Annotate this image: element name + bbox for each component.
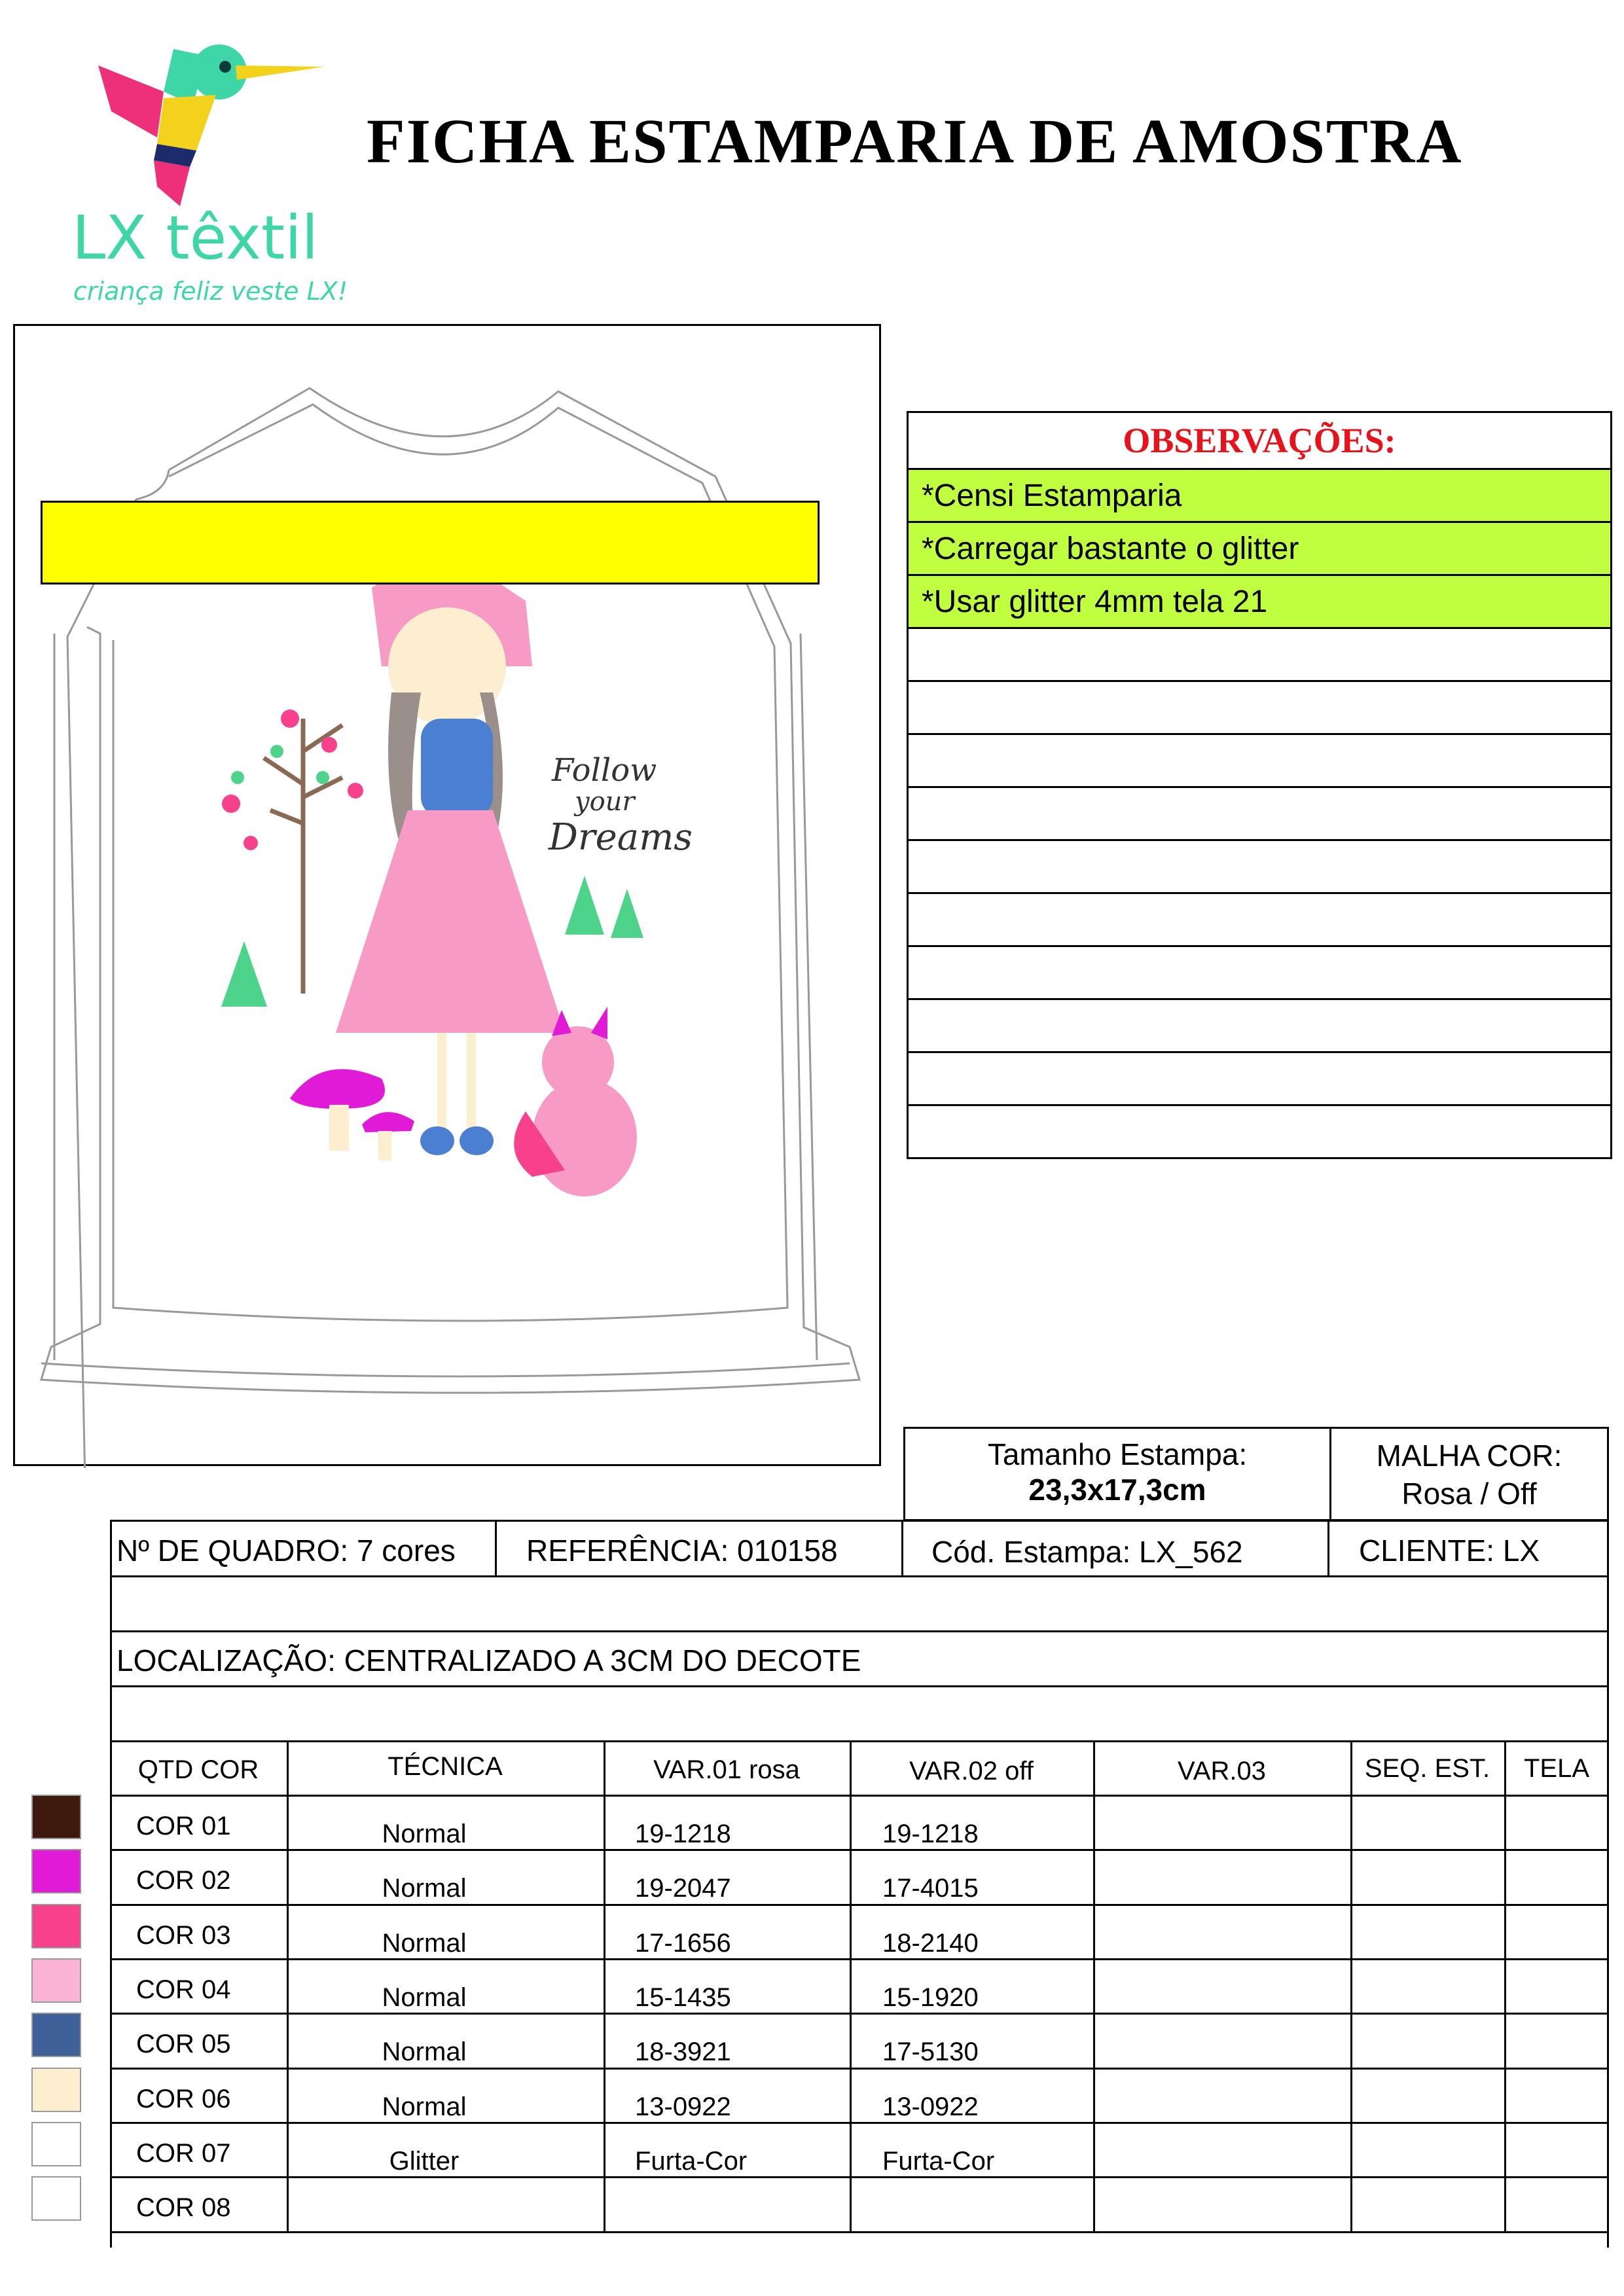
color-swatch xyxy=(31,1795,81,1839)
observacao-empty-row xyxy=(908,946,1612,999)
row-tecnica: Glitter xyxy=(389,2147,460,2176)
garment-drawing-frame xyxy=(13,324,881,1466)
artwork-text-your: your xyxy=(575,787,635,817)
observacao-item: *Censi Estamparia xyxy=(908,469,1612,522)
observacao-empty-row xyxy=(908,893,1612,946)
localizacao: LOCALIZAÇÃO: CENTRALIZADO A 3CM DO DECOTE xyxy=(117,1643,861,1677)
color-swatch xyxy=(31,1904,81,1948)
observacao-item: *Carregar bastante o glitter xyxy=(908,522,1612,575)
row-var02: 19-1218 xyxy=(882,1820,979,1848)
header-tela: TELA xyxy=(1523,1754,1590,1783)
row-var02: 13-0922 xyxy=(882,2092,979,2121)
artwork-text-dreams: Dreams xyxy=(549,816,693,859)
observacoes-table xyxy=(907,411,1612,1159)
row-tecnica: Normal xyxy=(382,1983,467,2012)
lx-textil-logo xyxy=(65,26,367,314)
observacao-empty-row xyxy=(908,628,1612,681)
tamanho-estampa-value: 23,3x17,3cm xyxy=(1028,1473,1206,1507)
referencia: REFERÊNCIA: 010158 xyxy=(526,1534,838,1568)
row-var01: Furta-Cor xyxy=(635,2147,748,2176)
row-var02: 17-5130 xyxy=(882,2037,979,2066)
tamanho-estampa-box xyxy=(903,1427,1331,1521)
observacao-empty-row xyxy=(908,840,1612,893)
observacao-empty-row xyxy=(908,999,1612,1052)
row-tecnica: Normal xyxy=(382,2092,467,2121)
observacao-empty-row xyxy=(908,681,1612,734)
tamanho-estampa-label: Tamanho Estampa: xyxy=(987,1437,1248,1471)
row-cor-label: COR 05 xyxy=(136,2030,231,2058)
row-tecnica: Normal xyxy=(382,1929,467,1958)
info-color-grid xyxy=(110,1520,1609,2240)
color-swatch xyxy=(31,2068,81,2112)
header-var02: VAR.02 off xyxy=(909,1757,1034,1785)
cliente: CLIENTE: LX xyxy=(1359,1534,1540,1568)
color-swatch xyxy=(31,2176,81,2221)
row-cor-label: COR 01 xyxy=(136,1812,231,1840)
numero-quadro: Nº DE QUADRO: 7 cores xyxy=(117,1534,456,1568)
header-qtd-cor: QTD COR xyxy=(137,1755,259,1784)
garment-template xyxy=(15,326,883,1468)
logo-tagline: criança feliz veste LX! xyxy=(73,277,348,306)
artwork-text-follow: Follow xyxy=(552,752,657,789)
print-artwork xyxy=(198,570,715,1196)
observacao-empty-row xyxy=(908,1052,1612,1105)
row-var01: 17-1656 xyxy=(635,1929,731,1958)
row-var01: 13-0922 xyxy=(635,2092,731,2121)
color-swatch xyxy=(31,1849,81,1893)
row-var02: Furta-Cor xyxy=(882,2147,995,2176)
row-cor-label: COR 06 xyxy=(136,2085,231,2113)
row-cor-label: COR 03 xyxy=(136,1921,231,1950)
observacao-empty-row xyxy=(908,787,1612,840)
row-var02: 17-4015 xyxy=(882,1874,979,1903)
row-cor-label: COR 08 xyxy=(136,2193,231,2222)
row-tecnica: Normal xyxy=(382,2037,467,2066)
color-swatch xyxy=(31,2013,81,2057)
observacao-empty-row xyxy=(908,734,1612,787)
header-seq-est: SEQ. EST. xyxy=(1364,1754,1490,1783)
row-var01: 15-1435 xyxy=(635,1983,731,2012)
row-cor-label: COR 07 xyxy=(136,2139,231,2168)
color-swatch xyxy=(31,2122,81,2166)
row-var02: 18-2140 xyxy=(882,1929,979,1958)
row-cor-label: COR 04 xyxy=(136,1975,231,2004)
observacoes-title: OBSERVAÇÕES: xyxy=(908,412,1612,469)
color-swatch xyxy=(31,1958,81,2003)
row-var01: 19-2047 xyxy=(635,1874,731,1903)
header-tecnica: TÉCNICA xyxy=(388,1752,503,1781)
mushroom-icon xyxy=(290,1069,414,1160)
header-var01: VAR.01 rosa xyxy=(653,1755,800,1784)
observacao-empty-row xyxy=(908,1105,1612,1158)
malha-cor-box xyxy=(1329,1427,1609,1521)
row-tecnica: Normal xyxy=(382,1820,467,1848)
row-tecnica: Normal xyxy=(382,1874,467,1903)
page-title: FICHA ESTAMPARIA DE AMOSTRA xyxy=(367,106,1463,176)
logo-name: LX têxtil xyxy=(72,203,319,273)
malha-cor-label: MALHA COR: xyxy=(1376,1439,1562,1473)
row-var02: 15-1920 xyxy=(882,1983,979,2012)
row-cor-label: COR 02 xyxy=(136,1866,231,1895)
row-var01: 18-3921 xyxy=(635,2037,731,2066)
row-var01: 19-1218 xyxy=(635,1820,731,1848)
highlight-bar xyxy=(41,501,820,584)
codigo-estampa: Cód. Estampa: LX_562 xyxy=(931,1535,1243,1569)
header-var03: VAR.03 xyxy=(1178,1757,1266,1785)
observacao-item: *Usar glitter 4mm tela 21 xyxy=(908,575,1612,628)
malha-cor-value: Rosa / Off xyxy=(1401,1477,1537,1511)
fox-icon xyxy=(514,1007,637,1196)
hummingbird-icon xyxy=(98,45,324,206)
